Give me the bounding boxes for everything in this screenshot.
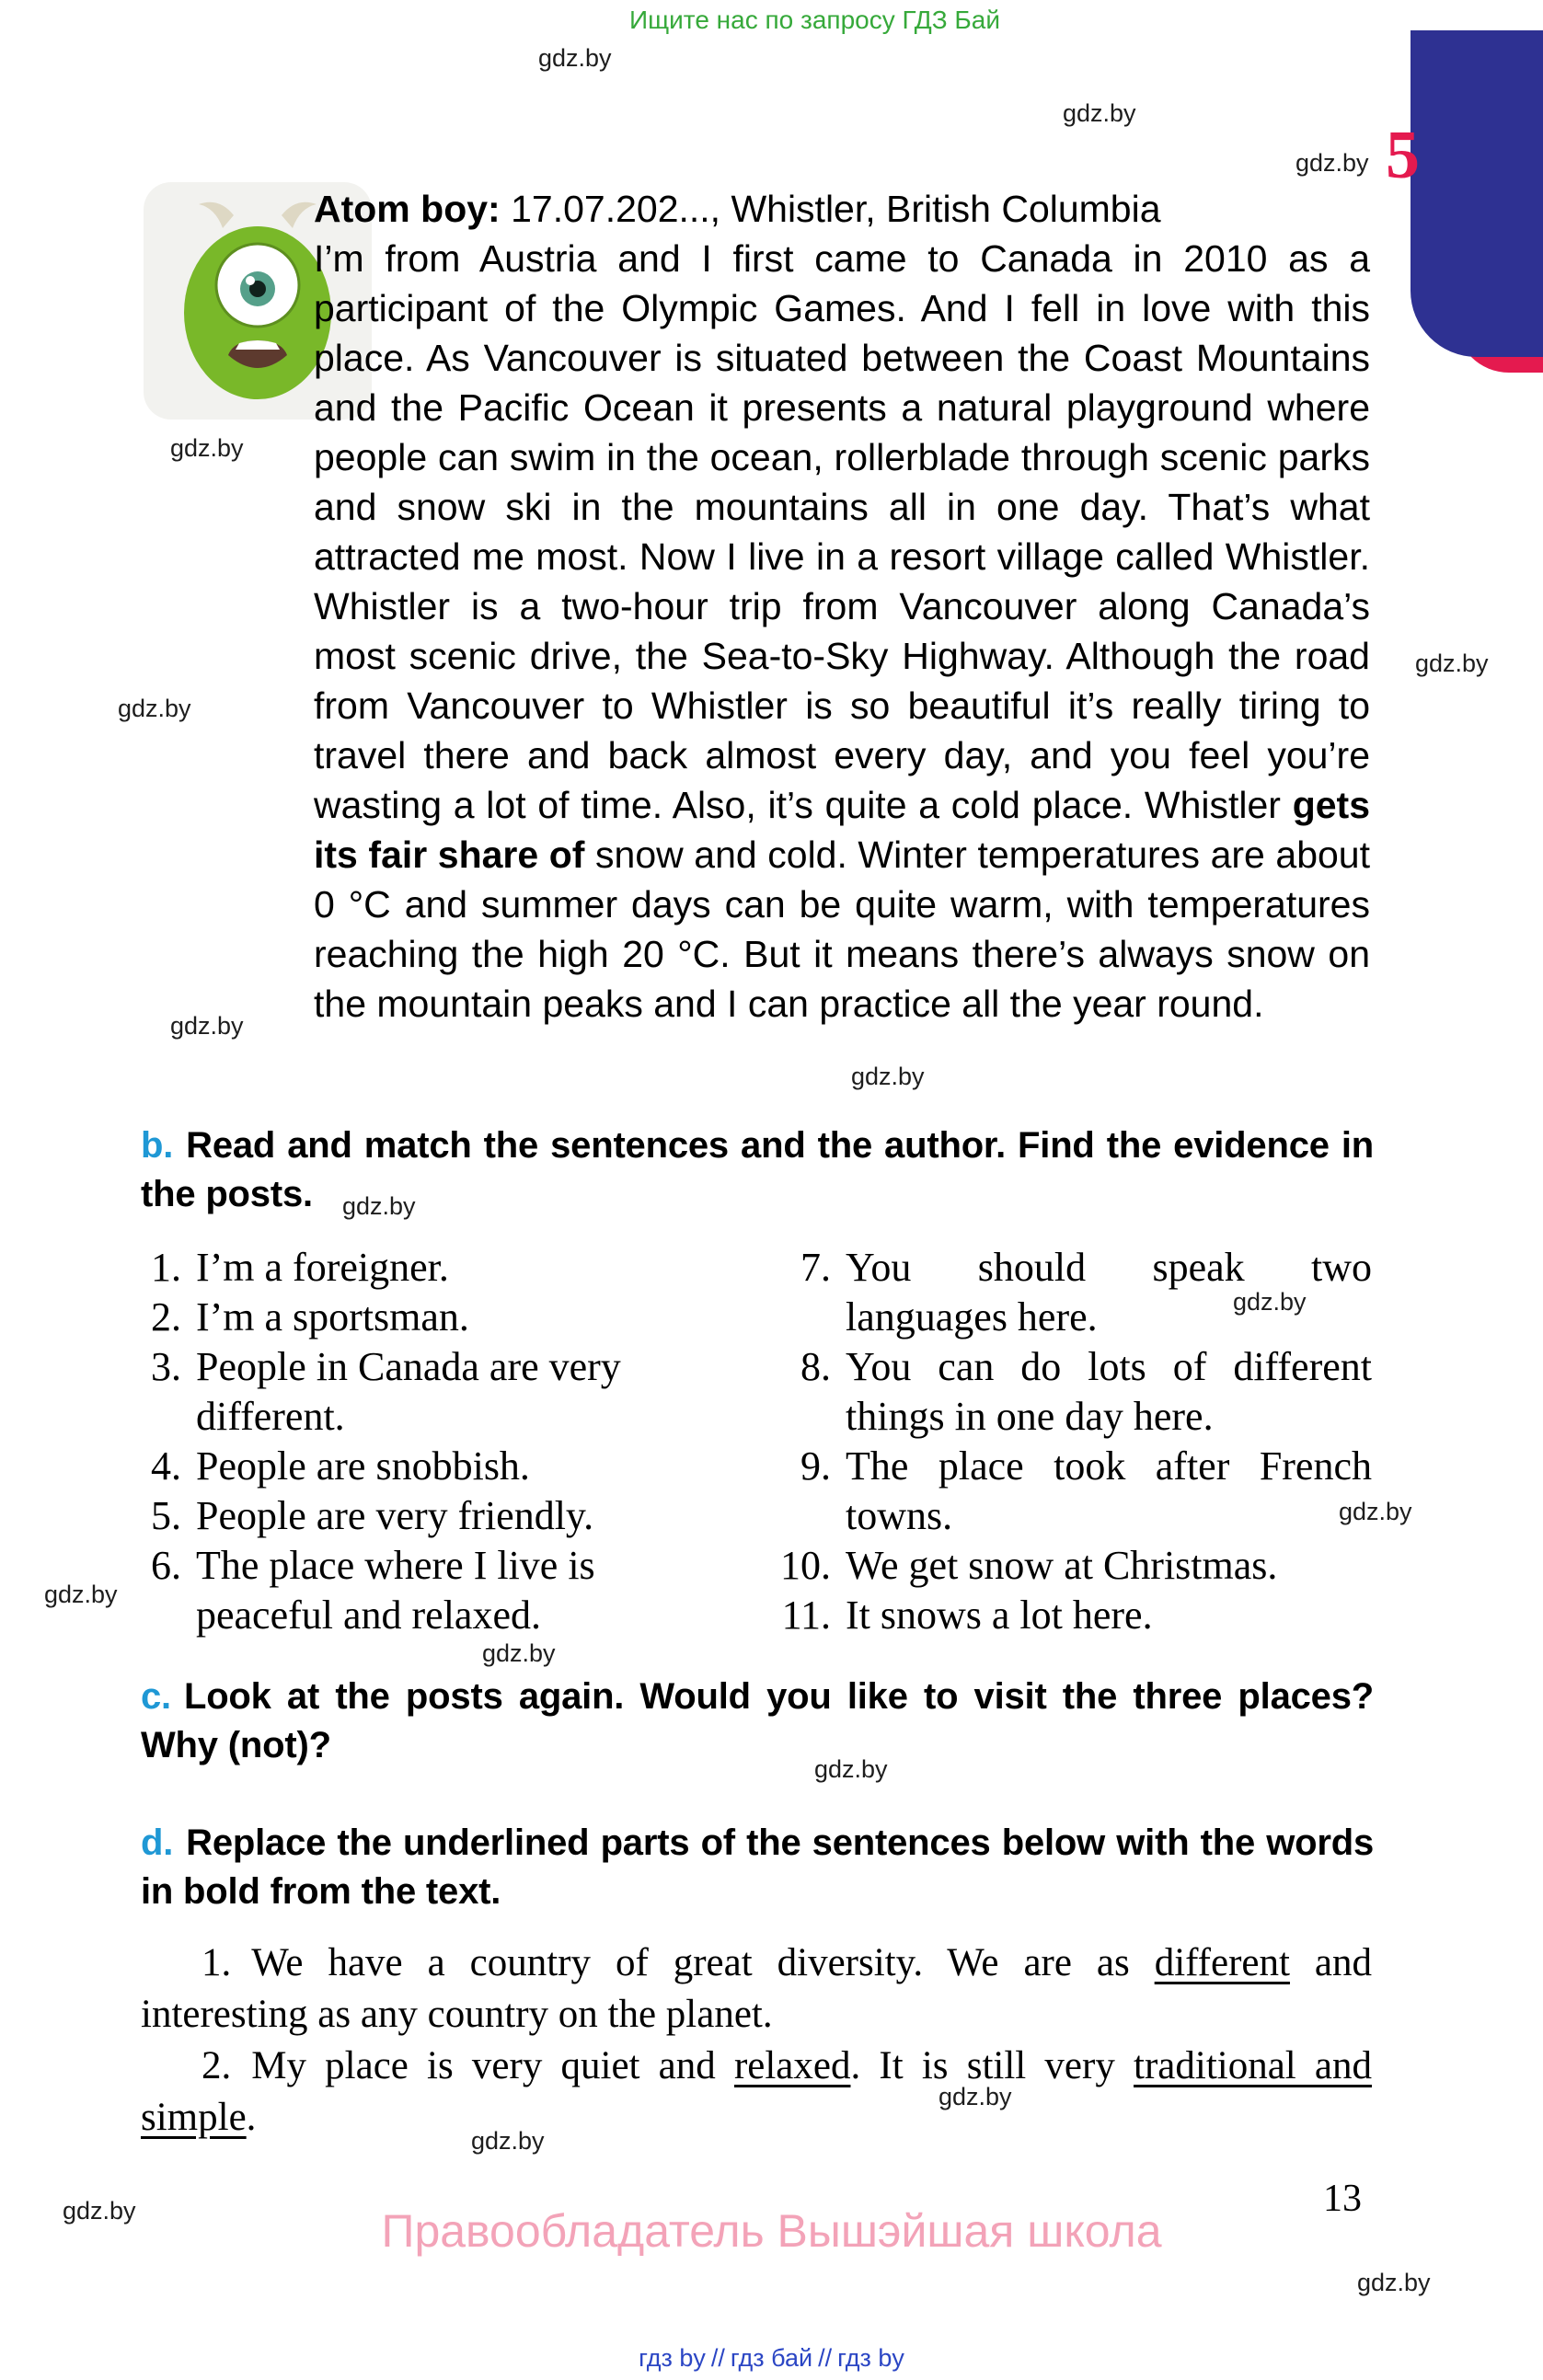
item-text: It snows a lot here. <box>846 1592 1153 1638</box>
task-b-label: b. <box>141 1125 174 1166</box>
sentence-number: 1. <box>202 1941 232 1984</box>
item-number: 7. <box>800 1245 831 1290</box>
item-number: 2. <box>151 1294 181 1339</box>
forum-post <box>314 184 1370 1029</box>
item-text: The place where I live is peaceful and relaxed. <box>196 1543 595 1638</box>
unit-number: 5 <box>1386 118 1420 193</box>
sentence-text: . <box>246 2096 257 2139</box>
match-item <box>776 1442 1372 1541</box>
task-c <box>141 1673 1374 1770</box>
task-b <box>141 1121 1374 1219</box>
item-text: I’m a sportsman. <box>196 1294 469 1339</box>
gdz-watermark: gdz.by <box>851 1063 925 1090</box>
item-text: People are snobbish. <box>196 1443 530 1489</box>
item-number: 1. <box>151 1245 181 1290</box>
match-item <box>776 1591 1372 1640</box>
sentence-2 <box>141 2041 1372 2144</box>
item-text: People in Canada are very different. <box>196 1344 621 1439</box>
match-item <box>141 1293 693 1342</box>
item-text: The place took after French towns. <box>846 1443 1372 1538</box>
gdz-link[interactable]: гдз by <box>837 2344 904 2372</box>
sentence-text: . It is still very <box>850 2044 1134 2087</box>
match-item <box>141 1342 693 1442</box>
gdz-link[interactable]: гдз бай <box>730 2344 813 2372</box>
task-d-label: d. <box>141 1822 174 1863</box>
sentence-number: 2. <box>202 2044 232 2087</box>
underlined-phrase: traditional and simple <box>141 2044 1373 2139</box>
match-list-left <box>141 1243 693 1640</box>
post-body <box>314 234 1370 1029</box>
sentence-1 <box>141 1937 1372 2041</box>
sentence-text: We have a country of great diversity. We are as <box>251 1941 1155 1984</box>
exercise-sentences <box>141 1937 1372 2144</box>
item-number: 5. <box>151 1493 181 1538</box>
item-number: 9. <box>800 1443 831 1489</box>
gdz-watermark: gdz.by <box>482 1639 556 1667</box>
gdz-watermark: gdz.by <box>471 2127 545 2155</box>
post-author: Atom boy: <box>314 188 501 230</box>
post-header <box>314 184 1370 234</box>
match-item <box>141 1491 693 1541</box>
gdz-link[interactable]: гдз by <box>639 2344 706 2372</box>
gdz-watermark: gdz.by <box>1295 149 1369 177</box>
item-text: You should speak two languages here. <box>846 1245 1372 1339</box>
underlined-phrase: relaxed <box>733 2044 851 2087</box>
gdz-watermark: gdz.by <box>814 1755 888 1783</box>
match-list-right <box>776 1243 1372 1640</box>
item-number: 11. <box>781 1592 831 1638</box>
gdz-watermark: gdz.by <box>63 2197 136 2225</box>
match-item <box>776 1243 1372 1342</box>
item-number: 8. <box>800 1344 831 1389</box>
item-text: We get snow at Christmas. <box>846 1543 1278 1588</box>
match-item <box>776 1541 1372 1591</box>
sentence-text: My place is very quiet and <box>251 2044 734 2087</box>
gdz-watermark: gdz.by <box>538 44 612 72</box>
item-text: People are very friendly. <box>196 1493 594 1538</box>
gdz-watermark: gdz.by <box>342 1192 416 1220</box>
item-number: 10. <box>780 1543 831 1588</box>
page-number: 13 <box>1323 2178 1362 2220</box>
footer-links <box>0 2344 1543 2373</box>
item-number: 6. <box>151 1543 181 1588</box>
gdz-watermark: gdz.by <box>1415 650 1489 677</box>
task-c-label: c. <box>141 1676 171 1717</box>
item-number: 3. <box>151 1344 181 1389</box>
match-item <box>141 1243 693 1293</box>
gdz-watermark: gdz.by <box>1063 99 1136 127</box>
link-separator: // <box>710 2344 725 2372</box>
item-text: You can do lots of different things in one day here. <box>846 1344 1372 1439</box>
post-bold-phrase: gets its fair share of <box>314 784 1370 876</box>
match-item <box>141 1541 693 1640</box>
corner-tab-shape <box>1411 30 1543 357</box>
gdz-watermark: gdz.by <box>44 1581 118 1608</box>
gdz-watermark: gdz.by <box>938 2083 1012 2110</box>
match-item <box>141 1442 693 1491</box>
gdz-watermark: gdz.by <box>1339 1498 1412 1525</box>
link-separator: // <box>818 2344 833 2372</box>
underlined-phrase: different <box>1154 1941 1290 1984</box>
task-d-text: Replace the underlined parts of the sentences below with the words in bold from the text. <box>141 1822 1374 1912</box>
sentence-text: and interesting as any country on the planet. <box>141 1941 1372 2036</box>
gdz-watermark: gdz.by <box>170 434 244 462</box>
post-text-1: I’m from Austria and I first came to Canada in 2010 as a participant of the Olympic Games. And I fell in love with this place. As Vancouver is situated between the Coast Mountains and the Pacific Ocean it presents a natural playground where people can swim in the ocean, rollerblade through scenic parks and snow ski in the mountains all in one day. That’s what attracted me most. Now I live in a resort village called Whistler. Whistler is a two-hour trip from Vancouver along Canada’s most scenic drive, the Sea-to-Sky Highway. Although the road from Vancouver to Whistler is so beautiful it’s really tiring to travel there and back almost every day, and you feel you’re wasting a lot of time. Also, it’s quite a cold place. Whistler <box>314 237 1370 826</box>
post-text-2: snow and cold. Winter temperatures are about 0 °C and summer days can be quite warm, with temperatures reaching the high 20 °C. But it means there’s always snow on the mountain peaks and I can practice all the year round. <box>314 834 1370 1025</box>
gdz-watermark: gdz.by <box>118 695 191 722</box>
item-number: 4. <box>151 1443 181 1489</box>
task-c-text: Look at the posts again. Would you like to visit the three places? Why (not)? <box>141 1676 1374 1765</box>
gdz-watermark: gdz.by <box>1233 1288 1307 1316</box>
gdz-watermark: gdz.by <box>1357 2269 1431 2296</box>
match-item <box>776 1342 1372 1442</box>
task-b-text: Read and match the sentences and the author. Find the evidence in the posts. <box>141 1125 1374 1214</box>
gdz-watermark: gdz.by <box>170 1012 244 1040</box>
task-d <box>141 1819 1374 1916</box>
post-meta: 17.07.202..., Whistler, British Columbia <box>500 188 1161 230</box>
item-text: I’m a foreigner. <box>196 1245 449 1290</box>
promo-banner: Ищите нас по запросу ГДЗ Бай <box>629 6 1001 34</box>
copyright-line: Правообладатель Вышэйшая школа <box>381 2205 1162 2257</box>
